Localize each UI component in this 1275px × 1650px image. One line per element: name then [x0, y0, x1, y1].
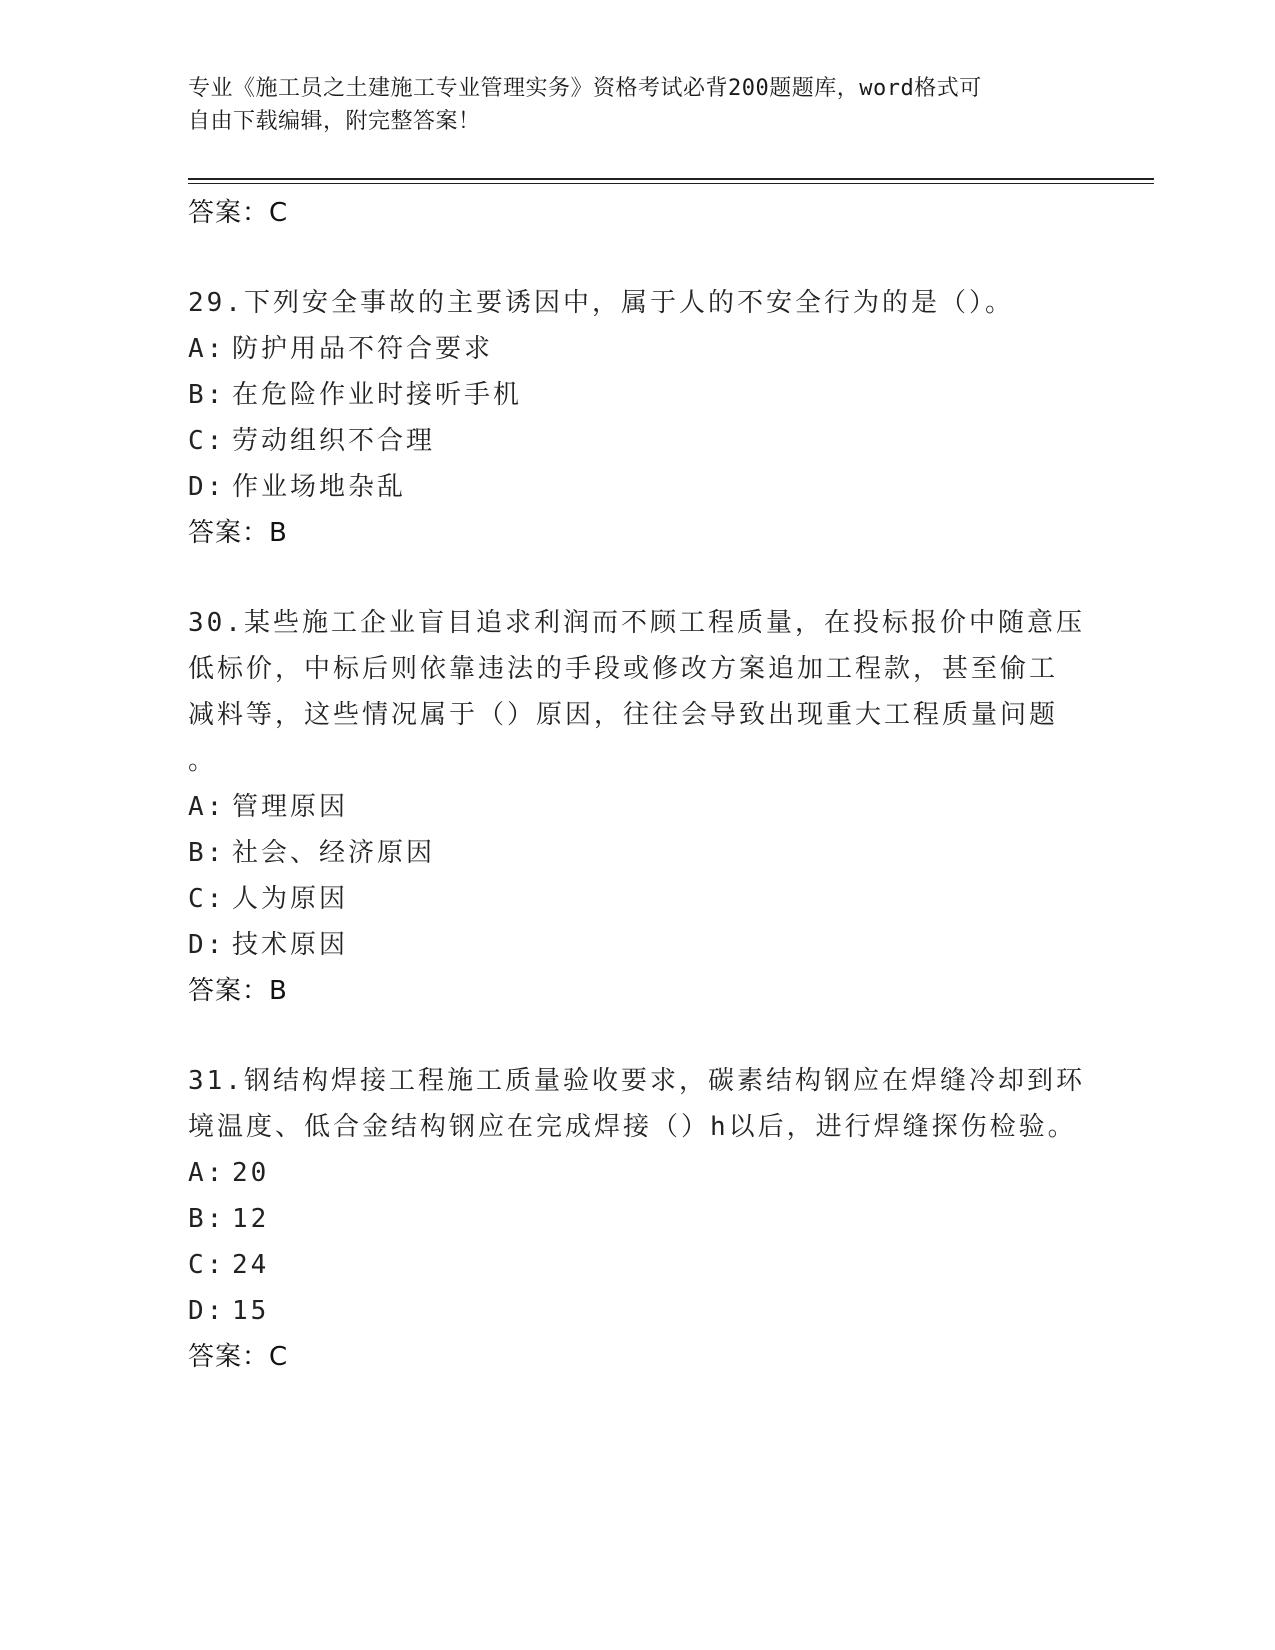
question-stem-line: 31.钢结构焊接工程施工质量验收要求，碳素结构钢应在焊缝冷却到环: [188, 1066, 1085, 1096]
option-text: 人为原因: [232, 884, 349, 914]
option-letter: A:: [188, 792, 226, 822]
header-line-1: 专业《施工员之土建施工专业管理实务》资格考试必背200题题库，word格式可: [188, 76, 982, 101]
option-text: 社会、经济原因: [232, 838, 436, 868]
question-block: [188, 1058, 1088, 1380]
spacer: [188, 236, 1088, 280]
option-letter: C:: [188, 426, 226, 456]
option-d: [188, 922, 1088, 968]
option-d: [188, 464, 1088, 510]
header-rule-thin: [188, 183, 1154, 184]
option-d: [188, 1288, 1088, 1334]
option-text: 12: [232, 1204, 270, 1234]
option-text: 防护用品不符合要求: [232, 334, 494, 364]
option-letter: C:: [188, 1250, 226, 1280]
option-text: 技术原因: [232, 930, 349, 960]
option-text: 20: [232, 1158, 270, 1188]
question-stem-line: 减料等，这些情况属于（）原因，往往会导致出现重大工程质量问题: [188, 700, 1059, 730]
option-a: [188, 326, 1088, 372]
option-c: [188, 418, 1088, 464]
option-c: [188, 876, 1088, 922]
option-letter: B:: [188, 380, 226, 410]
answer-line: 答案：B: [188, 976, 288, 1006]
answer-line: 答案：C: [188, 1342, 289, 1372]
option-text: 作业场地杂乱: [232, 472, 407, 502]
question-block: [188, 280, 1088, 556]
spacer: [188, 1014, 1088, 1058]
document-header: [188, 72, 1068, 138]
question-stem-line: 低标价，中标后则依靠违法的手段或修改方案追加工程款，甚至偷工: [188, 654, 1059, 684]
option-letter: C:: [188, 884, 226, 914]
option-text: 15: [232, 1296, 270, 1326]
option-letter: A:: [188, 1158, 226, 1188]
document-body: [188, 190, 1088, 1380]
question-stem: 29.下列安全事故的主要诱因中，属于人的不安全行为的是（）。: [188, 288, 1014, 318]
option-letter: B:: [188, 838, 226, 868]
option-letter: D:: [188, 472, 226, 502]
question-stem-line: 境温度、低合金结构钢应在完成焊接（）h以后，进行焊缝探伤检验。: [188, 1112, 1077, 1142]
spacer: [188, 556, 1088, 600]
option-a: [188, 784, 1088, 830]
option-b: [188, 372, 1088, 418]
option-b: [188, 830, 1088, 876]
option-text: 管理原因: [232, 792, 349, 822]
option-letter: B:: [188, 1204, 226, 1234]
option-c: [188, 1242, 1088, 1288]
question-stem-line: 30.某些施工企业盲目追求利润而不顾工程质量，在投标报价中随意压: [188, 608, 1085, 638]
question-block: [188, 600, 1088, 1014]
option-text: 劳动组织不合理: [232, 426, 436, 456]
option-text: 在危险作业时接听手机: [232, 380, 523, 410]
previous-answer: 答案：C: [188, 198, 289, 228]
question-stem-line: 。: [188, 746, 218, 776]
option-b: [188, 1196, 1088, 1242]
option-text: 24: [232, 1250, 270, 1280]
option-letter: A:: [188, 334, 226, 364]
option-a: [188, 1150, 1088, 1196]
answer-line: 答案：B: [188, 518, 288, 548]
header-rule-thick: [188, 178, 1154, 180]
header-line-2: 自由下载编辑，附完整答案！: [188, 109, 481, 134]
option-letter: D:: [188, 1296, 226, 1326]
option-letter: D:: [188, 930, 226, 960]
